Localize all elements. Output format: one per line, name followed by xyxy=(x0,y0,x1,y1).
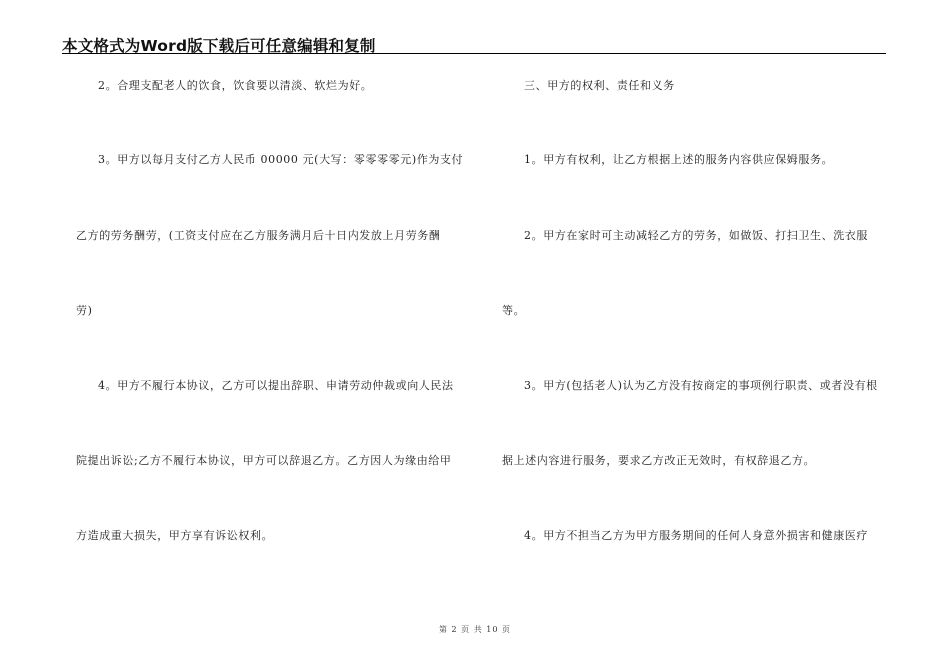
header-divider xyxy=(62,53,886,54)
paragraph-line: 1。甲方有权利，让乙方根据上述的服务内容供应保姆服务。 xyxy=(524,153,834,166)
paragraph-line: 2。甲方在家时可主动减轻乙方的劳务，如做饭、打扫卫生、洗衣服 xyxy=(524,229,868,242)
paragraph-line: 乙方的劳务酬劳，(工资支付应在乙方服务满月后十日内发放上月劳务酬 xyxy=(76,229,441,242)
paragraph-line: 方造成重大损失，甲方享有诉讼权利。 xyxy=(76,529,274,542)
paragraph-line: 4。甲方不履行本协议，乙方可以提出辞职、申请劳动仲裁或向人民法 xyxy=(98,379,454,392)
paragraph-line: 等。 xyxy=(502,304,526,317)
page-number: 第 2 页 共 10 页 xyxy=(439,625,511,634)
paragraph-line: 4。甲方不担当乙方为甲方服务期间的任何人身意外损害和健康医疗 xyxy=(524,529,868,542)
paragraph-line: 院提出诉讼;乙方不履行本协议，甲方可以辞退乙方。乙方因人为缘由给甲 xyxy=(76,454,452,467)
paragraph-line: 2。合理支配老人的饮食，饮食要以清淡、软烂为好。 xyxy=(98,79,373,92)
document-header-title: 本文格式为Word版下载后可任意编辑和复制 xyxy=(62,37,376,55)
paragraph-line: 据上述内容进行服务，要求乙方改正无效时，有权辞退乙方。 xyxy=(502,454,816,467)
section-heading: 三、甲方的权利、责任和义务 xyxy=(524,79,675,92)
paragraph-line: 劳) xyxy=(76,304,93,317)
paragraph-line: 3。甲方(包括老人)认为乙方没有按商定的事项例行职责、或者没有根 xyxy=(524,379,878,392)
paragraph-line: 3。甲方以每月支付乙方人民币 00000 元(大写：零零零零元)作为支付 xyxy=(98,153,464,166)
